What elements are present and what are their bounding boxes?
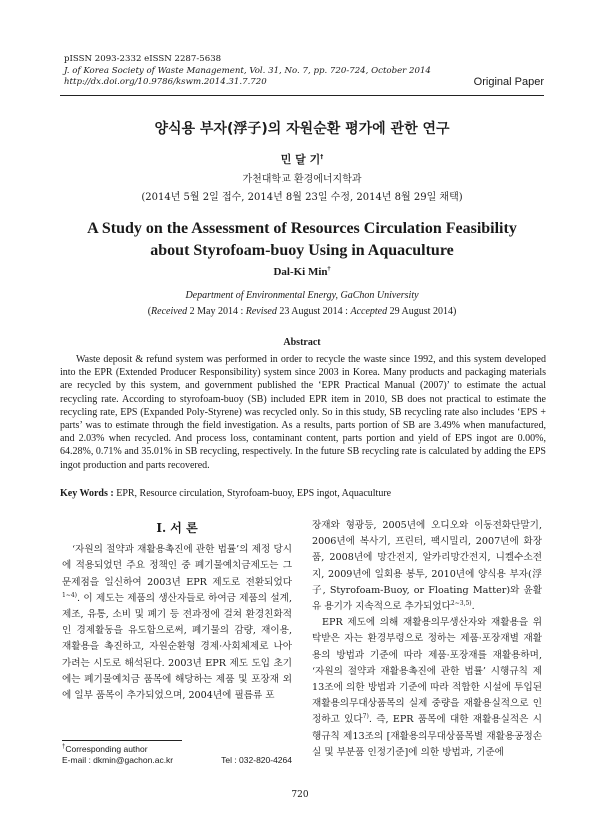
keywords [60, 488, 546, 499]
intro-heading: I. 서 론 [156, 521, 198, 535]
received-label: Received [151, 306, 188, 317]
korean-title: 양식용 부자(浮子)의 자원순환 평가에 관한 연구 [154, 121, 450, 137]
issn-line: pISSN 2093-2332 eISSN 2287-5638 [64, 54, 222, 64]
english-affiliation: Department of Environmental Energy, GaChon University [185, 290, 419, 301]
received-date: 2 May 2014 : [187, 306, 246, 317]
page-number: 720 [291, 790, 309, 800]
english-title [60, 218, 544, 262]
revised-date: 23 August 2014 : [276, 306, 351, 317]
header-rule [60, 95, 544, 96]
citation-ref: 7) [362, 713, 369, 721]
accepted-date: 29 August 2014) [387, 306, 457, 317]
abstract-heading: Abstract [283, 337, 321, 348]
citation-ref: 1~4) [62, 591, 78, 599]
korean-dates: (2014년 5월 2일 접수, 2014년 8월 23일 수정, 2014년 8월 29일 채택) [141, 192, 463, 203]
english-author [60, 266, 544, 278]
intro-paragraph-2: EPR 제도에 의해 재활용의무생산자와 재활용을 위탁받은 자는 환경부령으로 정하는 제품·포장재별 재활용의 방법과 기준에 따라 제품·포장재를 재활용하며, ‘자원의 절약과 재활용촉진에 관한 법률’ 시행규칙 제13조에 의한 방법과 기준에 따라 적합한 시설에 투입된 재활용의무대상품목의 실제 중량을 재활용실적으로 인정하고 있다$^{7)}$. 즉, EPR 품목에 대한 재활용실적은 시행규칙 제13조의 [재활용의무대상품목별 재활용공정손실 및 부분품 인정기준]에 의한 방법과, 기준에 [312, 617, 542, 758]
citation-ref: 2~3,5) [450, 599, 472, 607]
korean-author [60, 151, 544, 167]
english-author-mark: † [327, 266, 331, 273]
footnote-tel: Tel : 032-820-4264 [221, 755, 292, 765]
korean-author-mark: † [320, 153, 324, 161]
korean-author-name: 민 달 기 [280, 153, 321, 166]
english-author-name: Dal-Ki Min [273, 266, 328, 278]
keywords-text: EPR, Resource circulation, Styrofoam-buoy, EPS ingot, Aquaculture [113, 488, 392, 499]
english-title-line1: A Study on the Assessment of Resources Circulation Feasibility [87, 220, 517, 237]
accepted-label: Accepted [350, 306, 388, 317]
paper-type-label: Original Paper [473, 76, 544, 88]
footnote-rule [62, 740, 182, 741]
journal-header [64, 54, 544, 89]
right-column [312, 518, 542, 761]
footnote-email: E-mail : dkmin@gachon.ac.kr [62, 755, 174, 765]
corresponding-author-footnote [62, 744, 292, 766]
english-dates: (Received 2 May 2014 : Revised 23 August 2014 : Accepted 29 August 2014) [147, 306, 457, 317]
abstract-body: Waste deposit & refund system was performed in order to recycle the waste since 1992, and this system developed into the EPR (Extended Producer Responsibility) system since 2003 in Korea. Many products and packaging materials are recycled by this system, and government published the ‘EPR Practical Manual (2007)’ to estimate the actual recycling rate. According to styrofoam-buoy (SB) included EPR item in 2010, SB does not practical to estimate the recycling rate, EPS (Expanded Poly-Styrene) was recycled only. So in this study, SB recycling rate also includes ‘EPS + parts’ was to estimate through the field investigation. As a results, parts portion of SB are 3.49% when manufactured, and 2.03% when recycled. And process loss, contaminant content, parts portion and yield of EPS ingot are 0.00%, 64.28%, 0.71% and 35.01% in SB recycling, respectively. In the future SB recycling rate is calculated by adding the EPS ingot production and parts recovered. [60, 354, 546, 471]
footnote-label: †Corresponding author [62, 744, 148, 754]
journal-citation: J. of Korea Society of Waste Management, Vol. 31, No. 7, pp. 720-724, October 2014 [64, 65, 431, 76]
english-title-line2: about Styrofoam-buoy Using in Aquaculture [150, 242, 454, 259]
left-column [62, 520, 292, 704]
korean-affiliation: 가천대학교 환경에너지학과 [242, 174, 362, 185]
intro-paragraph-1: ‘자원의 절약과 재활용촉진에 관한 법률’의 제정 당시에 적용되었던 주요 정책인 중 폐기물예치금제도는 그 문제점을 일신하여 2003년 EPR 제도로 전환되었다$^{1\sim 4)}$. 이 제도는 제품의 생산자들로 하여금 제품의 설계, 제조, 유통, 소비 및 폐기 등 전과정에 걸쳐 환경친화적인 경제활동을 유도함으로써, 폐기물의 감량, 재이용, 재활용을 촉진하고, 자원순환형 경제·사회체제로 나아가려는 시도로 해석된다. 2003년 EPR 제도 도입 초기에는 폐기물예치금 품목에 해당하는 제품 및 포장재 외에 일부 품목이 추가되었으며, 2004년에 필름류 포 [62, 544, 292, 702]
intro-paragraph-1-cont: 장재와 형광등, 2005년에 오디오와 이동전화단말기, 2006년에 복사기, 프린터, 팩시밀리, 2007년에 화장품, 2008년에 망간전지, 알카리망간전지, 니켈수소전지, 2009년에 일회용 봉투, 2010년에 양식용 부자(浮子, Styrofoam-Buoy, or Floating Matter)와 윤활유 용기가 지속적으로 추가되었다$^{2\sim 3,5)}$. [312, 520, 542, 613]
revised-label: Revised [245, 306, 277, 317]
doi-link[interactable]: http://dx.doi.org/10.9786/kswm.2014.31.7.720 [64, 77, 267, 87]
keywords-label: Key Words : [60, 488, 114, 499]
